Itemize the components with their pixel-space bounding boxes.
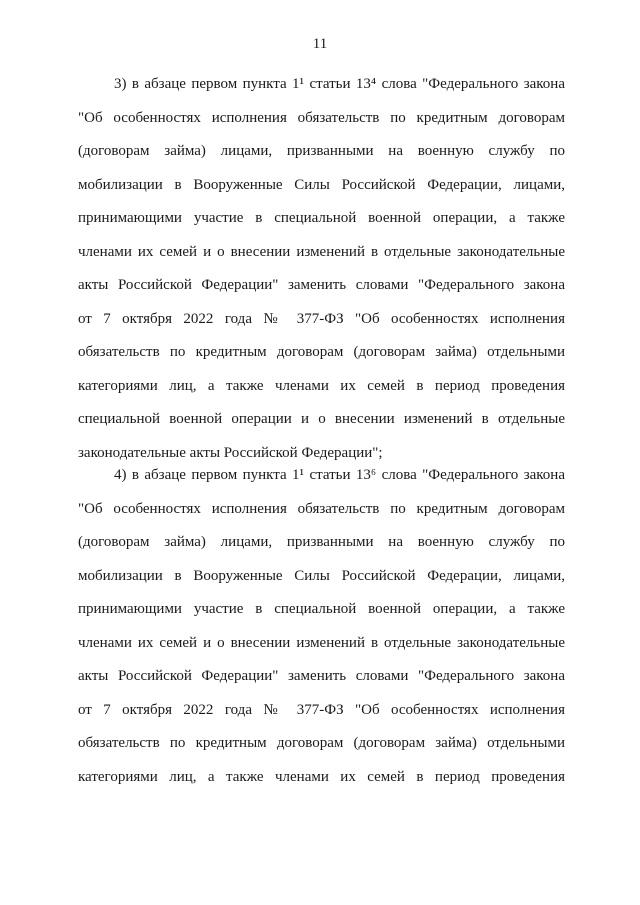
paragraph-line: 3) в абзаце первом пункта 1¹ статьи 13⁴ слова "Федерального закона [114,76,565,92]
paragraph-line: мобилизации в Вооруженные Силы Российской Федерации, лицами, [78,176,565,193]
paragraph-line: обязательств по кредитным договорам (договорам займа) отдельными [78,344,565,360]
paragraph-line: принимающими участие в специальной военной операции, а также [78,601,565,617]
paragraph-line: (договорам займа) лицами, призванными на военную службу по [78,143,565,159]
paragraph-line: акты Российской Федерации" заменить словами "Федерального закона [78,668,565,684]
paragraph-line: акты Российской Федерации" заменить словами "Федерального закона [78,277,565,293]
paragraph-line: членами их семей и о внесении изменений в отдельные законодательные [78,243,565,260]
page-number: 11 [312,36,328,52]
paragraph-line: (договорам займа) лицами, призванными на военную службу по [78,534,565,550]
paragraph-line: законодательные акты Российской Федерации"; [78,444,383,461]
paragraph-line: категориями лиц, а также членами их семей в период проведения [78,768,565,785]
paragraph-line: 4) в абзаце первом пункта 1¹ статьи 13⁶ слова "Федерального закона [114,467,565,483]
paragraph-line: обязательств по кредитным договорам (договорам займа) отдельными [78,735,565,751]
paragraph-line: специальной военной операции и о внесении изменений в отдельные [78,411,565,427]
paragraph-line: "Об особенностях исполнения обязательств по кредитным договорам [78,500,565,517]
paragraph-line: от 7 октября 2022 года № 377-ФЗ "Об особенностях исполнения [78,701,565,718]
paragraph-item-4 [78,465,565,800]
paragraph-line: категориями лиц, а также членами их семей в период проведения [78,377,565,394]
paragraph-line: "Об особенностях исполнения обязательств по кредитным договорам [78,109,565,126]
paragraph-line: мобилизации в Вооруженные Силы Российской Федерации, лицами, [78,567,565,584]
paragraph-line: принимающими участие в специальной военной операции, а также [78,210,565,226]
paragraph-line: членами их семей и о внесении изменений в отдельные законодательные [78,634,565,651]
paragraph-line: от 7 октября 2022 года № 377-ФЗ "Об особенностях исполнения [78,310,565,327]
paragraph-item-3 [78,74,565,476]
